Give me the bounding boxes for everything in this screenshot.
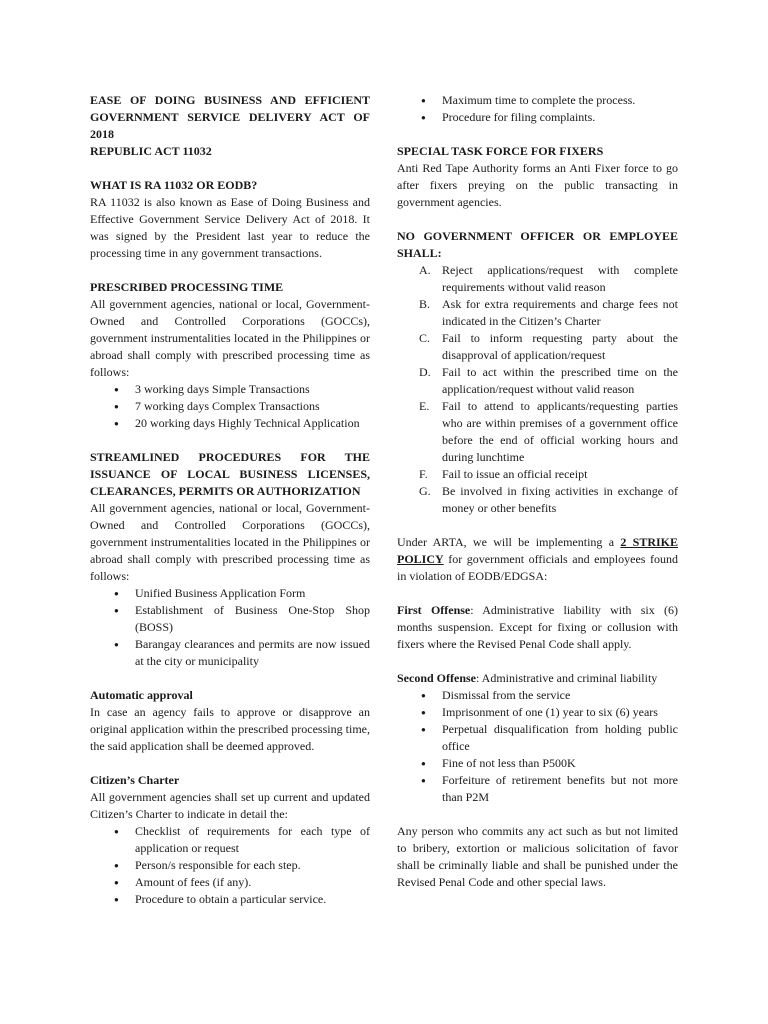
list-item	[397, 330, 678, 364]
list-item: ● Person/s responsible for each step.	[90, 857, 370, 874]
document-subtitle: REPUBLIC ACT 11032	[90, 144, 212, 158]
list-item: ● Imprisonment of one (1) year to six (6) years	[397, 704, 678, 721]
list-item: ● Barangay clearances and permits are now issued at the city or municipality	[90, 636, 370, 670]
section-heading-taskforce: SPECIAL TASK FORCE FOR FIXERS	[397, 144, 604, 158]
list-item: ● Procedure for filing complaints.	[397, 109, 678, 126]
list-item: ● 20 working days Highly Technical Application	[90, 415, 370, 432]
list-item	[397, 466, 678, 483]
left-column	[90, 92, 370, 908]
arta-paragraph	[397, 534, 678, 585]
list-item	[397, 262, 678, 296]
arta-text-post: for government officials and employees found in violation of EODB/EDGSA:	[397, 552, 678, 583]
list-item	[397, 483, 678, 517]
list-item: ● 3 working days Simple Transactions	[90, 381, 370, 398]
section-body-auto: In case an agency fails to approve or disapprove an original application within the prescribed processing time, the said application shall be deemed approved.	[90, 705, 370, 753]
list-item-text: Ask for extra requirements and charge fees not indicated in the Citizen’s Charter	[442, 297, 678, 328]
list-marker: F.	[419, 467, 428, 481]
list-item-text: Fail to inform requesting party about the disapproval of application/request	[442, 331, 678, 362]
list-item	[397, 398, 678, 466]
list-marker: C.	[419, 331, 431, 345]
list-marker: D.	[419, 365, 431, 379]
list-item: ● Forfeiture of retirement benefits but not more than P2M	[397, 772, 678, 806]
section-body-what: RA 11032 is also known as Ease of Doing Business and Effective Government Service Delivery Act of 2018. It was signed by the President last year to reduce the processing time in any government transactions.	[90, 195, 370, 260]
closing-paragraph: Any person who commits any act such as but not limited to bribery, extortion or malicious solicitation of favor shall be criminally liable and shall be punished under the Revised Penal Code and other special laws.	[397, 824, 678, 889]
charter-list	[90, 823, 370, 908]
list-item: ● Fine of not less than P500K	[397, 755, 678, 772]
first-offense-label: First Offense	[397, 603, 471, 617]
processing-list	[90, 381, 370, 432]
first-offense-paragraph	[397, 602, 678, 653]
document-title: EASE OF DOING BUSINESS AND EFFICIENT GOVERNMENT SERVICE DELIVERY ACT OF 2018	[90, 93, 370, 141]
second-offense-list	[397, 687, 678, 806]
section-body-processing: All government agencies, national or local, Government-Owned and Controlled Corporations (GOCCs), government instrumentalities located in the Philippines or abroad shall comply with prescribed processing time as follows:	[90, 297, 370, 379]
section-heading-what: WHAT IS RA 11032 OR EODB?	[90, 178, 258, 192]
section-heading-no-officer: NO GOVERNMENT OFFICER OR EMPLOYEE SHALL:	[397, 229, 678, 260]
list-item: ● Maximum time to complete the process.	[397, 92, 678, 109]
list-item: ● Perpetual disqualification from holding public office	[397, 721, 678, 755]
second-offense-body: : Administrative and criminal liability	[476, 671, 658, 685]
right-column	[397, 92, 678, 891]
section-body-streamlined: All government agencies, national or local, Government-Owned and Controlled Corporations (GOCCs), government instrumentalities located in the Philippines or abroad shall comply with prescribed processing time as follows:	[90, 501, 370, 583]
list-item-text: Be involved in fixing activities in exchange of money or other benefits	[442, 484, 678, 515]
section-heading-streamlined: STREAMLINED PROCEDURES FOR THE ISSUANCE OF LOCAL BUSINESS LICENSES, CLEARANCES, PERMITS OR AUTHORIZATION	[90, 450, 370, 498]
section-heading-auto: Automatic approval	[90, 688, 193, 702]
list-item: ● Unified Business Application Form	[90, 585, 370, 602]
section-heading-charter: Citizen’s Charter	[90, 773, 180, 787]
arta-text-pre: Under ARTA, we will be implementing a	[397, 535, 621, 549]
list-item: ● Establishment of Business One-Stop Shop (BOSS)	[90, 602, 370, 636]
second-offense-paragraph	[397, 670, 678, 687]
charter-list-continued	[397, 92, 678, 126]
list-item	[397, 364, 678, 398]
section-heading-processing: PRESCRIBED PROCESSING TIME	[90, 280, 284, 294]
list-marker: E.	[419, 399, 430, 413]
section-body-charter: All government agencies shall set up current and updated Citizen’s Charter to indicate in detail the:	[90, 790, 370, 821]
list-item-text: Fail to issue an official receipt	[442, 467, 588, 481]
streamlined-list	[90, 585, 370, 670]
list-item: ● Procedure to obtain a particular service.	[90, 891, 370, 908]
list-item: ● Checklist of requirements for each type of application or request	[90, 823, 370, 857]
list-item: ● Amount of fees (if any).	[90, 874, 370, 891]
list-item-text: Fail to attend to applicants/requesting parties who are within premises of a government office before the end of official working hours and during lunchtime	[442, 399, 678, 464]
list-item: ● Dismissal from the service	[397, 687, 678, 704]
list-marker: G.	[419, 484, 431, 498]
list-marker: A.	[419, 263, 431, 277]
list-item-text: Fail to act within the prescribed time on the application/request without valid reason	[442, 365, 678, 396]
first-offense-body: : Administrative liability with six (6) months suspension. Except for fixing or collusion with fixers where the Revised Penal Code shall apply.	[397, 603, 678, 651]
list-item: ● 7 working days Complex Transactions	[90, 398, 370, 415]
list-item-text: Reject applications/request with complete requirements without valid reason	[442, 263, 678, 294]
no-officer-list	[397, 262, 678, 517]
strike-policy-label: 2 STRIKE POLICY	[397, 535, 678, 566]
list-marker: B.	[419, 297, 431, 311]
second-offense-label: Second Offense	[397, 671, 476, 685]
section-body-taskforce: Anti Red Tape Authority forms an Anti Fixer force to go after fixers preying on the public transacting in government agencies.	[397, 161, 678, 209]
list-item	[397, 296, 678, 330]
